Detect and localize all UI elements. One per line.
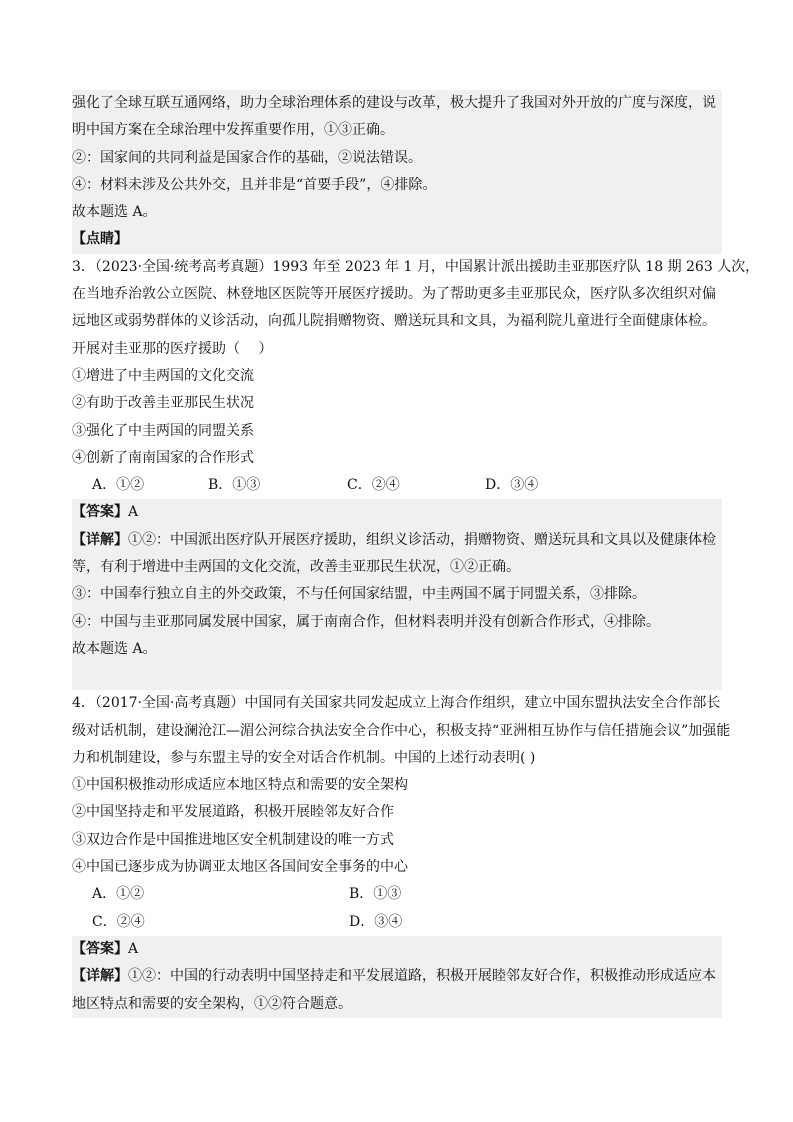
answer-line xyxy=(72,936,722,963)
detail-line: ④：中国与圭亚那同属发展中国家，属于南南合作，但材料表明并没有创新合作形式，④排除。 xyxy=(72,613,660,630)
option-d: D．③④ xyxy=(485,477,539,494)
detail-text: ①②：中国的行动表明中国坚持走和平发展道路，积极开展睦邻友好合作，积极推动形成适应本 xyxy=(128,968,716,985)
detail-line: ③：中国奉行独立自主的外交政策，不与任何国家结盟，中圭两国不属于同盟关系，③排除。 xyxy=(72,586,646,603)
question-4-answer-block xyxy=(72,936,722,1018)
option-b: B．①③ xyxy=(349,886,402,903)
statement-2: ②有助于改善圭亚那民生状况 xyxy=(72,395,254,412)
question-3-answer-block xyxy=(72,499,722,690)
detail-label: 【详解】 xyxy=(72,531,128,548)
option-d: D．③④ xyxy=(349,913,403,930)
statement-3: ③强化了中圭两国的同盟关系 xyxy=(72,422,254,439)
option-c: C．②④ xyxy=(92,913,145,930)
option-a: A．①② xyxy=(92,477,145,494)
answer-line xyxy=(72,499,722,526)
question-stem-line: 级对话机制，建设澜沧江—湄公河综合执法安全合作中心，积极支持“亚洲相互协作与信任措施会议”加强能 xyxy=(72,722,731,739)
question-stem-line: 3．（2023·全国·统考高考真题）1993 年至 2023 年 1 月，中国累计派出援助圭亚那医疗队 18 期 263 人次， xyxy=(72,258,760,275)
statement-3: ③双边合作是中国推进地区安全机制建设的唯一方式 xyxy=(72,831,394,848)
explanation-line: ④：材料未涉及公共外交，且并非是“首要手段”，④排除。 xyxy=(72,176,437,193)
answer-options-row-1 xyxy=(72,881,722,908)
statement-1: ①增进了中圭两国的文化交流 xyxy=(72,367,254,384)
detail-line: 故本题选 A。 xyxy=(72,640,157,657)
detail-line xyxy=(72,527,722,554)
option-b: B．①③ xyxy=(208,477,261,494)
detail-line: 等，有利于增进中圭两国的文化交流，改善圭亚那民生状况，①②正确。 xyxy=(72,559,520,576)
statement-2: ②中国坚持走和平发展道路，积极开展睦邻友好合作 xyxy=(72,804,394,821)
statement-4: ④中国已逐步成为协调亚太地区各国间安全事务的中心 xyxy=(72,859,408,876)
statement-4: ④创新了南南国家的合作形式 xyxy=(72,449,254,466)
question-stem-line: 远地区或弱势群体的义诊活动，向孤儿院捐赠物资、赠送玩具和文具，为福利院儿童进行全面健康体检。 xyxy=(72,313,716,330)
question-stem-line: 力和机制建设，参与东盟主导的安全对话合作机制。中国的上述行动表明( ) xyxy=(72,749,536,766)
answer-value: A xyxy=(128,504,139,521)
answer-value: A xyxy=(128,940,139,957)
explanation-line: ②：国家间的共同利益是国家合作的基础，②说法错误。 xyxy=(72,149,422,166)
question-3 xyxy=(72,254,760,500)
answer-label: 【答案】 xyxy=(72,940,128,957)
answer-label: 【答案】 xyxy=(72,504,128,521)
detail-line: 地区特点和需要的安全架构，①②符合题意。 xyxy=(72,995,352,1012)
detail-label: 【详解】 xyxy=(72,968,128,985)
statement-1: ①中国积极推动形成适应本地区特点和需要的安全架构 xyxy=(72,777,408,794)
document-page xyxy=(72,90,760,1018)
explanation-line: 强化了全球互联互通网络，助力全球治理体系的建设与改革，极大提升了我国对外开放的广度与深度，说 xyxy=(72,95,716,111)
question-stem-line: 开展对圭亚那的医疗援助（ ） xyxy=(72,340,273,357)
detail-line xyxy=(72,963,722,990)
answer-options-row-2 xyxy=(72,909,722,936)
dianjing-label: 【点睛】 xyxy=(72,231,128,248)
question-stem-line: 4．（2017·全国·高考真题）中国同有关国家共同发起成立上海合作组织，建立中国东盟执法安全合作部长 xyxy=(72,695,721,712)
detail-text: ①②：中国派出医疗队开展医疗援助，组织义诊活动，捐赠物资、赠送玩具和文具以及健康体检 xyxy=(128,531,716,548)
question-4 xyxy=(72,690,731,936)
option-a: A．①② xyxy=(92,886,145,903)
question-stem-line: 在当地乔治敦公立医院、林登地区医院等开展医疗援助。为了帮助更多圭亚那民众，医疗队多次组织对偏 xyxy=(72,286,716,303)
answer-options xyxy=(72,472,722,499)
previous-answer-block xyxy=(72,90,722,254)
explanation-line: 明中国方案在全球治理中发挥重要作用，①③正确。 xyxy=(72,122,394,139)
explanation-line: 故本题选 A。 xyxy=(72,204,157,221)
blank-spacer xyxy=(72,663,722,690)
option-c: C．②④ xyxy=(347,477,400,494)
